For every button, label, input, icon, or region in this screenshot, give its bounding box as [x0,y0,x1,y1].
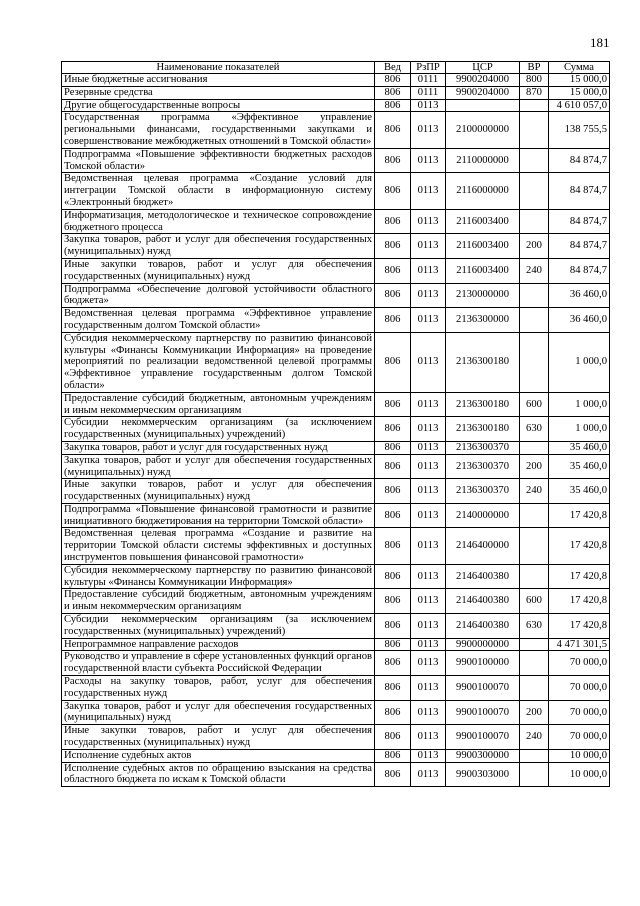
table-row [62,676,610,701]
cell-sum: 36 460,0 [549,283,610,308]
cell-sum: 70 000,0 [549,725,610,750]
cell-sum: 4 610 057,0 [549,99,610,112]
table-row [62,725,610,750]
cell-ved: 806 [375,209,411,234]
cell-sum: 17 420,8 [549,589,610,614]
cell-vr: 200 [520,700,549,725]
table-row [62,564,610,589]
cell-sum: 84 874,7 [549,234,610,259]
table-row [62,148,610,173]
table-row [62,749,610,762]
table-body [62,74,610,787]
cell-vr [520,651,549,676]
cell-csr: 2136300180 [446,417,520,442]
cell-sum: 84 874,7 [549,148,610,173]
table-row [62,417,610,442]
cell-vr [520,441,549,454]
cell-name: Закупка товаров, работ и услуг для обеспечения государственных (муниципальных) нужд [62,700,375,725]
cell-vr [520,332,549,392]
cell-rzpr: 0113 [411,676,446,701]
cell-vr: 600 [520,392,549,417]
cell-sum: 1 000,0 [549,332,610,392]
table-row [62,614,610,639]
cell-vr: 240 [520,479,549,504]
cell-sum: 35 460,0 [549,454,610,479]
table-row [62,112,610,148]
cell-name: Иные закупки товаров, работ и услуг для обеспечения государственных (муниципальных) нужд [62,258,375,283]
cell-ved: 806 [375,725,411,750]
cell-sum: 4 471 301,5 [549,638,610,651]
cell-name: Субсидии некоммерческим организациям (за исключением государственных (муниципальных) учреждений) [62,614,375,639]
cell-vr: 240 [520,258,549,283]
cell-rzpr: 0113 [411,234,446,259]
cell-ved: 806 [375,564,411,589]
cell-rzpr: 0113 [411,308,446,333]
cell-rzpr: 0111 [411,86,446,99]
cell-csr: 9900204000 [446,74,520,87]
cell-ved: 806 [375,676,411,701]
cell-name: Ведомственная целевая программа «Создание и развитие на территории Томской области системы эффективных и доступных инструментов повышения финансовой грамотности» [62,528,375,564]
cell-rzpr: 0113 [411,148,446,173]
cell-name: Исполнение судебных актов по обращению взыскания на средства областного бюджета по искам к Томской области [62,762,375,787]
cell-ved: 806 [375,503,411,528]
table-row [62,99,610,112]
cell-name: Подпрограмма «Повышение финансовой грамотности и развитие инициативного бюджетирования на территории Томской области» [62,503,375,528]
header-name: Наименование показателей [62,62,375,74]
cell-vr [520,173,549,209]
cell-ved: 806 [375,392,411,417]
cell-vr: 870 [520,86,549,99]
cell-ved: 806 [375,454,411,479]
cell-rzpr: 0113 [411,614,446,639]
cell-name: Руководство и управление в сфере установленных функций органов государственной власти субъекта Российской Федерации [62,651,375,676]
table-row [62,308,610,333]
cell-sum: 36 460,0 [549,308,610,333]
cell-vr [520,503,549,528]
cell-vr: 630 [520,614,549,639]
cell-csr: 9900300000 [446,749,520,762]
cell-vr: 200 [520,454,549,479]
cell-csr: 9900100070 [446,725,520,750]
cell-rzpr: 0113 [411,99,446,112]
cell-name: Непрограммное направление расходов [62,638,375,651]
cell-sum: 17 420,8 [549,503,610,528]
cell-ved: 806 [375,638,411,651]
cell-vr [520,638,549,651]
cell-ved: 806 [375,417,411,442]
cell-rzpr: 0113 [411,564,446,589]
table-row [62,86,610,99]
cell-vr: 200 [520,234,549,259]
cell-name: Субсидия некоммерческому партнерству по развитию финансовой культуры «Финансы Коммуникации Информация» [62,564,375,589]
cell-ved: 806 [375,614,411,639]
cell-csr: 2136300370 [446,441,520,454]
table-row [62,74,610,87]
cell-name: Ведомственная целевая программа «Эффективное управление государственным долгом Томской области» [62,308,375,333]
cell-ved: 806 [375,332,411,392]
cell-csr: 9900100070 [446,676,520,701]
cell-csr: 2116003400 [446,209,520,234]
cell-rzpr: 0113 [411,417,446,442]
table-row [62,700,610,725]
cell-rzpr: 0113 [411,762,446,787]
cell-vr [520,564,549,589]
cell-rzpr: 0113 [411,112,446,148]
table-row [62,651,610,676]
table-row [62,454,610,479]
table-row [62,332,610,392]
cell-vr: 240 [520,725,549,750]
cell-name: Субсидия некоммерческому партнерству по развитию финансовой культуры «Финансы Коммуникации Информация» на проведение мероприятий по реализации ведомственной целевой программы «Эффективное управление государственным долгом Томской области» [62,332,375,392]
cell-name: Предоставление субсидий бюджетным, автономным учреждениям и иным некоммерческим организациям [62,589,375,614]
cell-vr [520,308,549,333]
table-row [62,503,610,528]
cell-sum: 84 874,7 [549,173,610,209]
header-sum: Сумма [549,62,610,74]
cell-csr: 2116003400 [446,234,520,259]
page-number: 181 [590,35,610,50]
cell-sum: 10 000,0 [549,749,610,762]
cell-name: Подпрограмма «Обеспечение долговой устойчивости областного бюджета» [62,283,375,308]
cell-sum: 70 000,0 [549,676,610,701]
table-row [62,392,610,417]
cell-vr [520,148,549,173]
header-csr: ЦСР [446,62,520,74]
cell-ved: 806 [375,74,411,87]
cell-ved: 806 [375,589,411,614]
header-ved: Вед [375,62,411,74]
cell-rzpr: 0113 [411,332,446,392]
cell-vr [520,283,549,308]
cell-ved: 806 [375,148,411,173]
cell-ved: 806 [375,258,411,283]
cell-ved: 806 [375,749,411,762]
cell-csr: 9900303000 [446,762,520,787]
cell-vr [520,112,549,148]
cell-sum: 84 874,7 [549,209,610,234]
cell-name: Субсидии некоммерческим организациям (за исключением государственных (муниципальных) учреждений) [62,417,375,442]
cell-sum: 1 000,0 [549,417,610,442]
table-row [62,479,610,504]
cell-sum: 84 874,7 [549,258,610,283]
cell-sum: 70 000,0 [549,651,610,676]
cell-csr [446,99,520,112]
cell-ved: 806 [375,99,411,112]
cell-rzpr: 0113 [411,479,446,504]
table-row [62,173,610,209]
cell-rzpr: 0111 [411,74,446,87]
cell-sum: 70 000,0 [549,700,610,725]
cell-rzpr: 0113 [411,589,446,614]
cell-name: Иные закупки товаров, работ и услуг для обеспечения государственных (муниципальных) нужд [62,725,375,750]
cell-ved: 806 [375,762,411,787]
cell-rzpr: 0113 [411,392,446,417]
cell-csr: 9900204000 [446,86,520,99]
cell-vr: 800 [520,74,549,87]
cell-ved: 806 [375,173,411,209]
cell-ved: 806 [375,283,411,308]
cell-sum: 138 755,5 [549,112,610,148]
cell-ved: 806 [375,700,411,725]
cell-csr: 2100000000 [446,112,520,148]
cell-rzpr: 0113 [411,209,446,234]
cell-csr: 2140000000 [446,503,520,528]
cell-ved: 806 [375,86,411,99]
cell-csr: 9900100000 [446,651,520,676]
cell-csr: 2136300370 [446,479,520,504]
cell-sum: 17 420,8 [549,614,610,639]
cell-csr: 2146400380 [446,564,520,589]
cell-vr [520,762,549,787]
cell-name: Закупка товаров, работ и услуг для обеспечения государственных (муниципальных) нужд [62,454,375,479]
cell-rzpr: 0113 [411,258,446,283]
table-row [62,589,610,614]
cell-ved: 806 [375,441,411,454]
cell-rzpr: 0113 [411,700,446,725]
cell-vr [520,676,549,701]
cell-vr [520,528,549,564]
cell-name: Предоставление субсидий бюджетным, автономным учреждениям и иным некоммерческим организациям [62,392,375,417]
table-row [62,441,610,454]
cell-csr: 2136300000 [446,308,520,333]
cell-ved: 806 [375,234,411,259]
table-row [62,762,610,787]
cell-csr: 2146400000 [446,528,520,564]
cell-name: Закупка товаров, работ и услуг для государственных нужд [62,441,375,454]
cell-csr: 2146400380 [446,589,520,614]
cell-csr: 2136300180 [446,332,520,392]
cell-rzpr: 0113 [411,725,446,750]
cell-name: Подпрограмма «Повышение эффективности бюджетных расходов Томской области» [62,148,375,173]
cell-rzpr: 0113 [411,503,446,528]
cell-csr: 2130000000 [446,283,520,308]
cell-name: Исполнение судебных актов [62,749,375,762]
cell-ved: 806 [375,112,411,148]
table-row [62,638,610,651]
cell-vr: 600 [520,589,549,614]
cell-csr: 2116000000 [446,173,520,209]
cell-sum: 35 460,0 [549,441,610,454]
cell-csr: 2136300370 [446,454,520,479]
cell-sum: 17 420,8 [549,564,610,589]
cell-rzpr: 0113 [411,283,446,308]
cell-vr [520,209,549,234]
cell-sum: 1 000,0 [549,392,610,417]
cell-rzpr: 0113 [411,528,446,564]
cell-csr: 2116003400 [446,258,520,283]
cell-csr: 2110000000 [446,148,520,173]
cell-vr [520,99,549,112]
cell-name: Информатизация, методологическое и техническое сопровождение бюджетного процесса [62,209,375,234]
cell-name: Государственная программа «Эффективное управление региональными финансами, государственными закупками и совершенствование межбюджетных отношений в Томской области» [62,112,375,148]
cell-rzpr: 0113 [411,454,446,479]
table-header-row [62,62,610,74]
cell-ved: 806 [375,528,411,564]
cell-name: Ведомственная целевая программа «Создание условий для интеграции Томской области в информационную систему «Электронный бюджет» [62,173,375,209]
table-row [62,258,610,283]
cell-ved: 806 [375,308,411,333]
cell-rzpr: 0113 [411,441,446,454]
cell-name: Расходы на закупку товаров, работ, услуг для обеспечения государственных нужд [62,676,375,701]
cell-name: Другие общегосударственные вопросы [62,99,375,112]
cell-sum: 35 460,0 [549,479,610,504]
header-vr: ВР [520,62,549,74]
cell-name: Иные закупки товаров, работ и услуг для обеспечения государственных (муниципальных) нужд [62,479,375,504]
cell-rzpr: 0113 [411,651,446,676]
cell-sum: 17 420,8 [549,528,610,564]
cell-ved: 806 [375,651,411,676]
cell-rzpr: 0113 [411,173,446,209]
cell-ved: 806 [375,479,411,504]
cell-csr: 9900100070 [446,700,520,725]
cell-sum: 10 000,0 [549,762,610,787]
table-row [62,528,610,564]
budget-table [61,61,610,787]
cell-csr: 9900000000 [446,638,520,651]
cell-name: Иные бюджетные ассигнования [62,74,375,87]
cell-vr: 630 [520,417,549,442]
table-row [62,283,610,308]
cell-csr: 2146400380 [446,614,520,639]
cell-name: Резервные средства [62,86,375,99]
table-row [62,234,610,259]
header-rzpr: РзПР [411,62,446,74]
cell-sum: 15 000,0 [549,86,610,99]
cell-rzpr: 0113 [411,749,446,762]
cell-rzpr: 0113 [411,638,446,651]
cell-sum: 15 000,0 [549,74,610,87]
cell-csr: 2136300180 [446,392,520,417]
cell-name: Закупка товаров, работ и услуг для обеспечения государственных (муниципальных) нужд [62,234,375,259]
cell-vr [520,749,549,762]
table-row [62,209,610,234]
